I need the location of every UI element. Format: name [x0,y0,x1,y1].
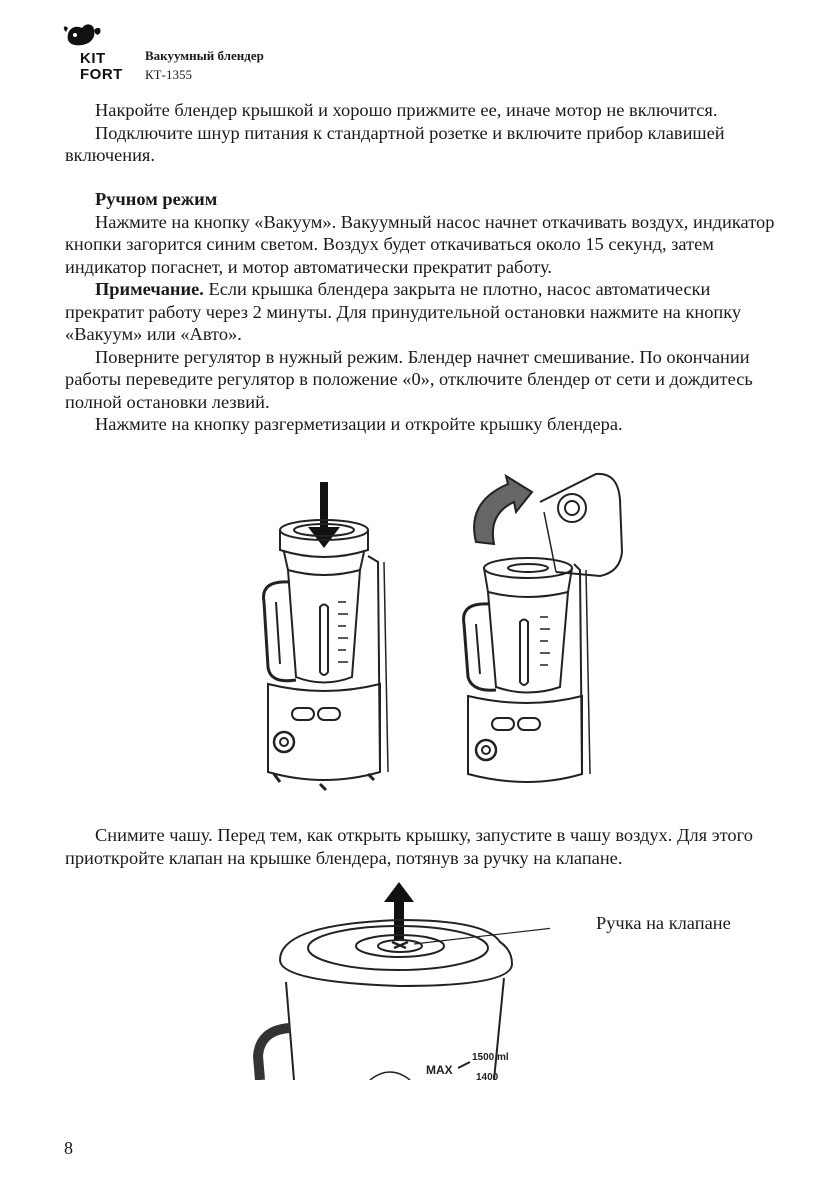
manual-mode-section [65,188,783,436]
document-model: КТ-1355 [145,67,192,82]
blender-open [464,474,622,782]
blender-illustration [240,452,660,797]
paragraph-release-air: Снимите чашу. Перед тем, как открыть крышку, запустите в чашу воздух. Для этого приоткройте клапан на крышке блендера, потянув за ручку на клапане. [65,825,753,868]
scale-1500: 1500 ml [472,1052,509,1063]
remove-bowl-text [65,824,783,869]
arrow-up-icon [384,882,414,940]
note-text: Если крышка блендера закрыта не плотно, насос автоматически прекратит работу через 2 минуты. Для принудительной остановки нажмите на кнопку «Вакуум» или «Авто». [65,279,742,344]
paragraph-note [65,278,783,346]
note-label: Примечание. [95,279,204,299]
intro-text [65,99,783,167]
page-number: 8 [64,1138,73,1158]
rotate-arrow-icon [474,476,532,544]
valve-illustration [250,878,550,1080]
paragraph-regulator: Поверните регулятор в нужный режим. Блендер начнет смешивание. По окончании работы переведите регулятор в положение «0», отключите блендер от сети и дождитесь полной остановки лезвий. [65,346,753,412]
scale-1400: 1400 [476,1072,499,1080]
paragraph-depressurize: Нажмите на кнопку разгерметизации и откройте крышку блендера. [95,414,623,434]
logo-line-fort: FORT [80,66,123,83]
paragraph-connect-power: Подключите шнур питания к стандартной розетке и включите прибор клавишей включения. [65,122,725,165]
logo-line-kit: KIT [80,50,106,67]
valve-handle-callout: Ручка на клапане [596,913,731,933]
arrow-down-icon [308,482,340,548]
document-title: Вакуумный блендер [145,48,264,63]
paragraph-vacuum: Нажмите на кнопку «Вакуум». Вакуумный насос начнет откачивать воздух, индикатор кнопки загорится синим светом. Воздух будет откачиваться около 15 секунд, затем индикатор погаснет, и мотор автоматически прекратит работу. [65,211,775,277]
max-label: MAX [426,1063,453,1077]
paragraph-close-lid: Накройте блендер крышкой и хорошо прижмите ее, иначе мотор не включится. [95,100,718,120]
page-header [62,18,362,88]
section-heading: Ручном режим [95,189,218,209]
blender-closed [264,482,388,790]
logo-wordmark [80,51,123,83]
